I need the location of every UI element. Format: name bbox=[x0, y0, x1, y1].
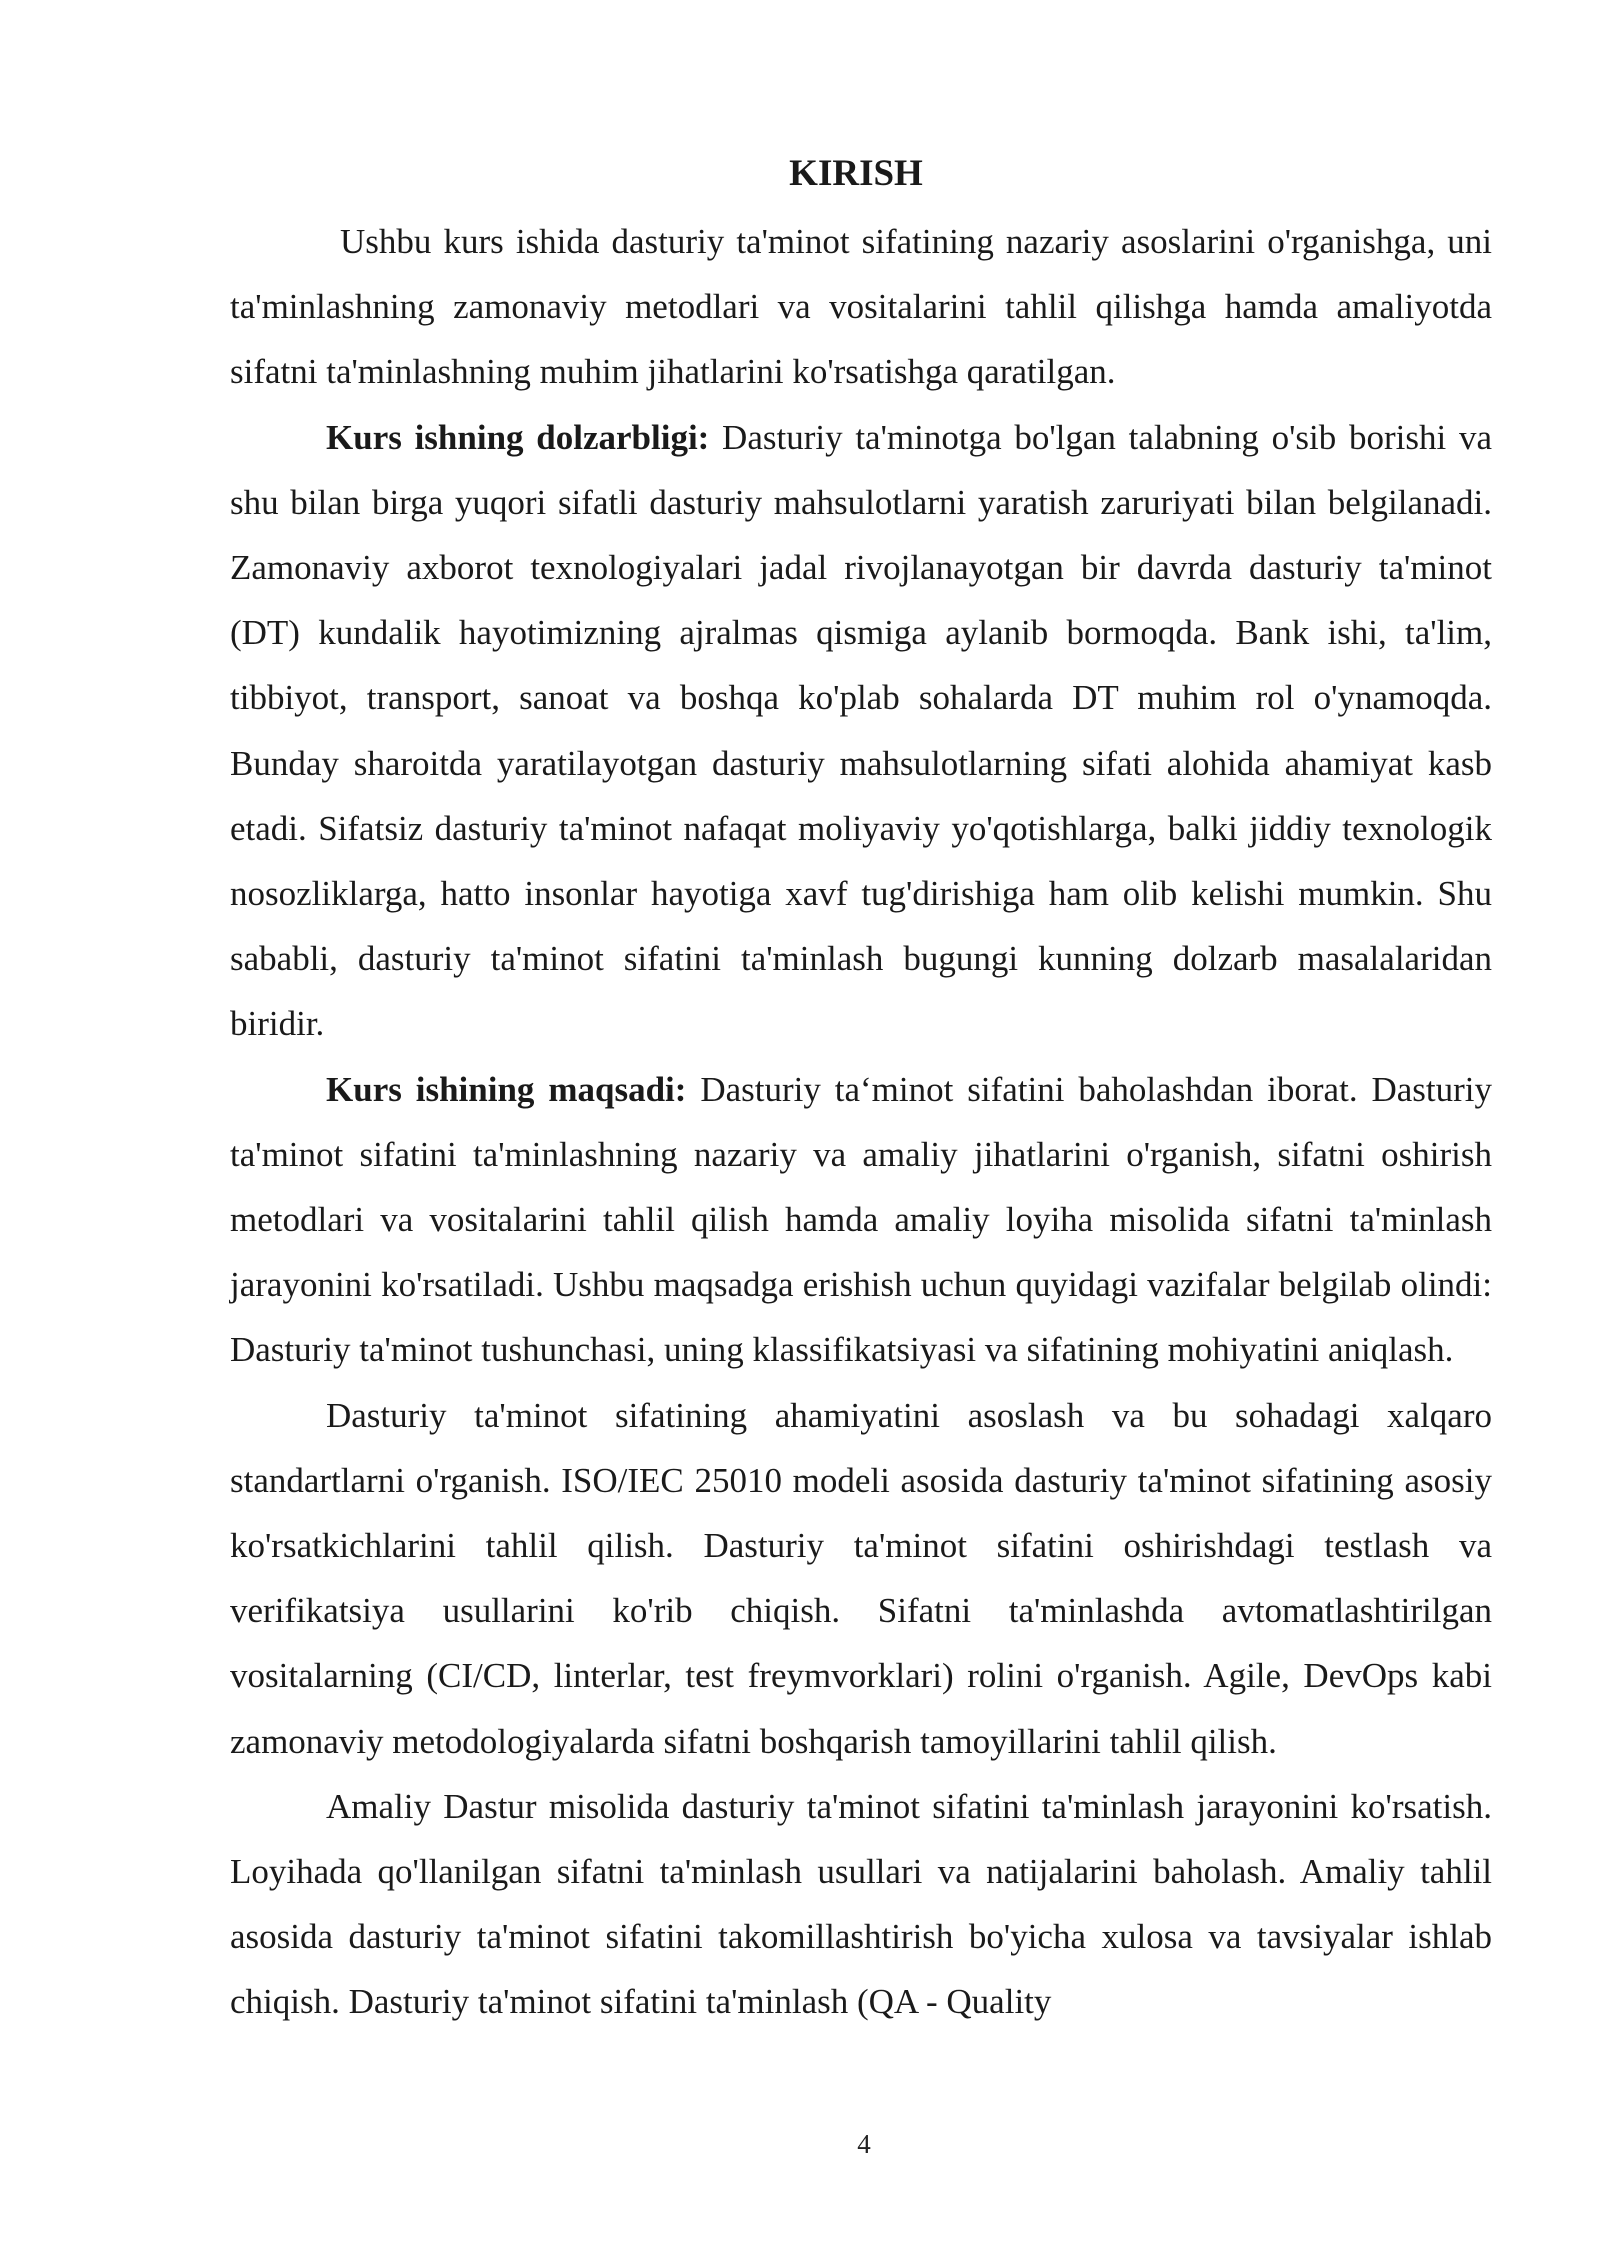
relevance-text: Dasturiy ta'minotga bo'lgan talabning o'sib borishi va shu bilan birga yuqori sifatli dasturiy mahsulotlarni yaratish zaruriyati bilan belgilanadi. Zamonaviy axborot texnologiyalari jadal rivojlanayotgan bir davrda dasturiy ta'minot (DT) kundalik hayotimizning ajralmas qismiga aylanib bormoqda. Bank ishi, ta'lim, tibbiyot, transport, sanoat va boshqa ko'plab sohalarda DT muhim rol o'ynamoqda. Bunday sharoitda yaratilayotgan dasturiy mahsulotlarning sifati alohida ahamiyat kasb etadi. Sifatsiz dasturiy ta'minot nafaqat moliyaviy yo'qotishlarga, balki jiddiy texnologik nosozliklarga, hatto insonlar hayotiga xavf tug'dirishiga ham olib kelishi mumkin. Shu sababli, dasturiy ta'minot sifatini ta'minlash bugungi kunning dolzarb masalalaridan biridir. bbox=[230, 417, 1492, 1044]
page-number: 4 bbox=[857, 2129, 871, 2159]
goal-label: Kurs ishining maqsadi: bbox=[326, 1069, 687, 1109]
paragraph-practice: Amaliy Dastur misolida dasturiy ta'minot sifatini ta'minlash jarayonini ko'rsatish. Loyihada qo'llanilgan sifatni ta'minlash usullari va natijalarini baholash. Amaliy tahlil asosida dasturiy ta'minot sifatini takomillashtirish bo'yicha xulosa va tavsiyalar ishlab chiqish. Dasturiy ta'minot sifatini ta'minlash (QA - Quality bbox=[230, 1786, 1492, 2022]
paragraph-tasks: Dasturiy ta'minot sifatining ahamiyatini asoslash va bu sohadagi xalqaro standartlarni o'rganish. ISO/IEC 25010 modeli asosida dasturiy ta'minot sifatining asosiy ko'rsatkichlarini tahlil qilish. Dasturiy ta'minot sifatini oshirishdagi testlash va verifikatsiya usullarini ko'rib chiqish. Sifatni ta'minlashda avtomatlashtirilgan vositalarning (CI/CD, linterlar, test freymvorklari) rolini o'rganish. Agile, DevOps kabi zamonaviy metodologiyalarda sifatni boshqarish tamoyillarini tahlil qilish. bbox=[230, 1395, 1492, 1761]
goal-text: Dasturiy ta‘minot sifatini baholashdan iborat. Dasturiy ta'minot sifatini ta'minlashning nazariy va amaliy jihatlarini o'rganish, sifatni oshirish metodlari va vositalarini tahlil qilish hamda amaliy loyiha misolida sifatni ta'minlash jarayonini ko'rsatiladi. Ushbu maqsadga erishish uchun quyidagi vazifalar belgilab olindi: Dasturiy ta'minot tushunchasi, uning klassifikatsiyasi va sifatining mohiyatini aniqlash. bbox=[230, 1069, 1493, 1370]
section-heading: KIRISH bbox=[789, 153, 923, 194]
body-text bbox=[230, 209, 1492, 2035]
paragraph-relevance bbox=[230, 405, 1492, 1057]
paragraph-goal bbox=[230, 1057, 1492, 1383]
relevance-label: Kurs ishning dolzarbligi: bbox=[326, 417, 710, 457]
paragraph-intro: Ushbu kurs ishida dasturiy ta'minot sifatining nazariy asoslarini o'rganishga, uni ta'minlashning zamonaviy metodlari va vositalarini tahlil qilishga hamda amaliyotda sifatni ta'minlashning muhim jihatlarini ko'rsatishga qaratilgan. bbox=[230, 222, 1492, 392]
